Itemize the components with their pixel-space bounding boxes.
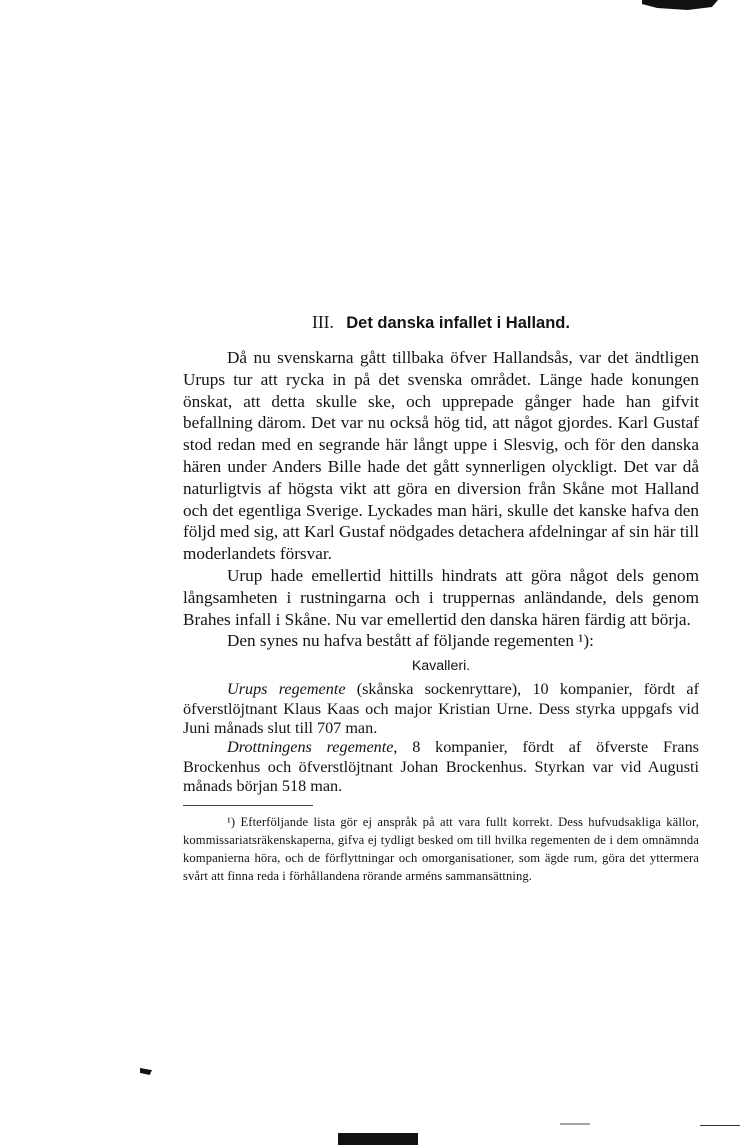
regiment-entry	[183, 680, 699, 738]
scan-artifact-bottom	[338, 1133, 418, 1145]
scan-artifact-dots	[560, 1123, 590, 1125]
body-text	[183, 347, 699, 886]
intro-paragraph	[183, 630, 699, 652]
regiment-name: Urups regemente	[227, 680, 346, 699]
paragraph: Urup hade emellertid hittills hindrats att göra något dels genom långsamheten i rustningarna och i truppernas anländande, dels genom Brahes infall i Skåne. Nu var emellertid den danska hären färdig att börja.	[183, 565, 699, 629]
footnote-mark: ¹)	[227, 814, 236, 829]
intro-text: Den synes nu hafva bestått af följande regementen	[227, 631, 574, 651]
regiment-entry	[183, 738, 699, 796]
footnote-reference: ¹):	[578, 631, 594, 651]
scan-artifact-top	[642, 0, 718, 10]
footnote-text: Efterföljande lista gör ej anspråk på att vara fullt korrekt. Dess hufvudsakliga källor, kommissariatsräkenskaperna, gifva ej tydligt besked om till hvilka regementen de i dem omnämnda kompanierna höra, och de förflyttningar och omorganisationer, som ägde rum, göra det yttermera svårt att finna reda i förhållandena rörande arméns sammansättning.	[183, 814, 699, 884]
footnote-divider	[183, 805, 313, 806]
scan-artifact-mark	[140, 1068, 152, 1075]
regiment-description: (skånska sockenryttare), 10 kompanier, fördt af öfverstlöjtnant Klaus Kaas och major Kristian Urne. Dess styrka uppgafs vid Juni månads slut till 707 man.	[183, 680, 699, 737]
paragraph: Då nu svenskarna gått tillbaka öfver Hallandsås, var det ändtligen Urups tur att rycka in på det svenska området. Länge hade konungen önskat, att detta skulle ske, och upprepade gånger hade han gifvit befallning därom. Det var nu också hög tid, att något gjordes. Karl Gustaf stod redan med en segrande här långt uppe i Slesvig, och för den danska hären under Anders Bille hade det gått synnerligen olyckligt. Det var då naturligtvis af högsta vikt att göra en diversion från Skåne mot Halland och det egentliga Sverige. Lyckades man häri, skulle det kanske hafva den följd med sig, att Karl Gustaf nödgades detachera afdelningar af sin här till moderlandets försvar.	[183, 348, 699, 564]
section-subheading: Kavalleri.	[411, 658, 471, 675]
scan-artifact-line	[700, 1125, 740, 1126]
chapter-heading	[183, 309, 699, 336]
regiment-name: Drottningens regemente	[227, 738, 394, 757]
regiment-description: , 8 kompanier, fördt af öfverste Frans Brockenhus och öfverstlöjtnant Johan Brockenhus. Styrkan var vid Augusti månads början 518 man.	[183, 738, 699, 796]
footnote	[183, 813, 699, 886]
chapter-numeral: III.	[312, 312, 334, 332]
chapter-title: Det danska infallet i Halland.	[346, 314, 570, 332]
